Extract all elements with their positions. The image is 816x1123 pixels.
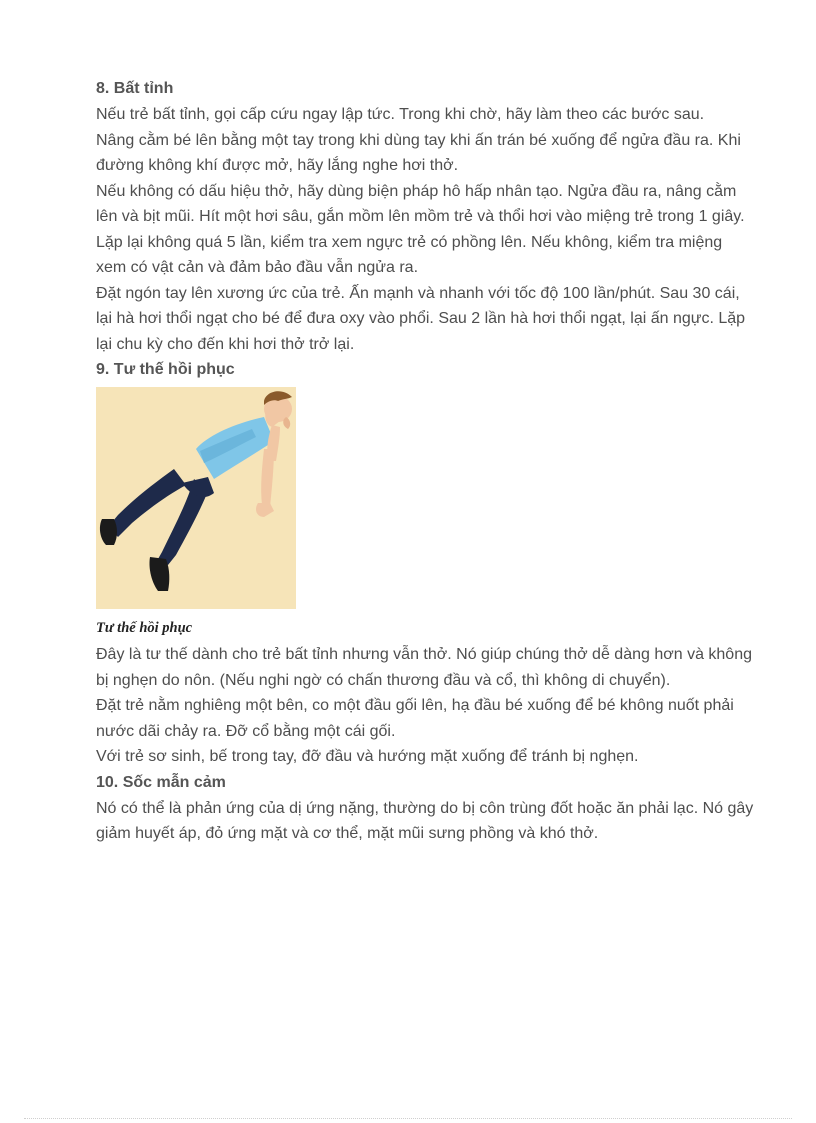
section-8-paragraph-4: Đặt ngón tay lên xương ức của trẻ. Ấn mạnh và nhanh với tốc độ 100 lần/phút. Sau 30 cái, lại hà hơi thổi ngạt cho bé để đưa oxy vào phổi. Sau 2 lần hà hơi thổi ngạt, lại ấn ngực. Lặp lại chu kỳ cho đến khi hơi thở trở lại. (96, 284, 746, 353)
section-9-paragraph-2: Đặt trẻ nằm nghiêng một bên, co một đầu gối lên, hạ đầu bé xuống để bé không nuốt phải nước dãi chảy ra. Đỡ cổ bằng một cái gối. (96, 697, 734, 740)
section-9-title: 9. Tư thế hồi phục (96, 361, 235, 378)
illustration-caption: Tư thế hồi phục (96, 620, 193, 636)
section-10-title: 10. Sốc mẫn cảm (96, 773, 226, 791)
section-9-paragraph-1: Đây là tư thế dành cho trẻ bất tỉnh nhưng vẫn thở. Nó giúp chúng thở dễ dàng hơn và không bị nghẹn do nôn. (Nếu nghi ngờ có chấn thương đầu và cổ, thì không di chuyển). (96, 646, 752, 689)
section-8-paragraph-2: Nâng cằm bé lên bằng một tay trong khi dùng tay khi ấn trán bé xuống để ngửa đầu ra. Khi đường không khí được mở, hãy lắng nghe hơi thở. (96, 131, 741, 174)
page-bottom-divider (24, 1118, 792, 1119)
recovery-position-illustration (96, 387, 296, 609)
recovery-position-drawing (96, 387, 296, 609)
section-8-paragraph-3: Nếu không có dấu hiệu thở, hãy dùng biện pháp hô hấp nhân tạo. Ngửa đầu ra, nâng cằm lên và bịt mũi. Hít một hơi sâu, gắn mồm lên mồm trẻ và thổi hơi vào miệng trẻ trong 1 giây. Lặp lại không quá 5 lần, kiểm tra xem ngực trẻ có phồng lên. Nếu không, kiểm tra miệng xem có vật cản và đảm bảo đầu vẫn ngửa ra. (96, 182, 745, 276)
section-8-title: 8. Bất tỉnh (96, 80, 174, 97)
section-9-paragraph-3: Với trẻ sơ sinh, bế trong tay, đỡ đầu và hướng mặt xuống để tránh bị nghẹn. (96, 748, 639, 765)
section-10-paragraph-1: Nó có thể là phản ứng của dị ứng nặng, thường do bị côn trùng đốt hoặc ăn phải lạc. Nó gây giảm huyết áp, đỏ ứng mặt và cơ thể, mặt mũi sưng phồng và khó thở. (96, 799, 754, 842)
section-8-paragraph-1: Nếu trẻ bất tỉnh, gọi cấp cứu ngay lập tức. Trong khi chờ, hãy làm theo các bước sau. (96, 106, 705, 123)
document-page (96, 74, 756, 847)
